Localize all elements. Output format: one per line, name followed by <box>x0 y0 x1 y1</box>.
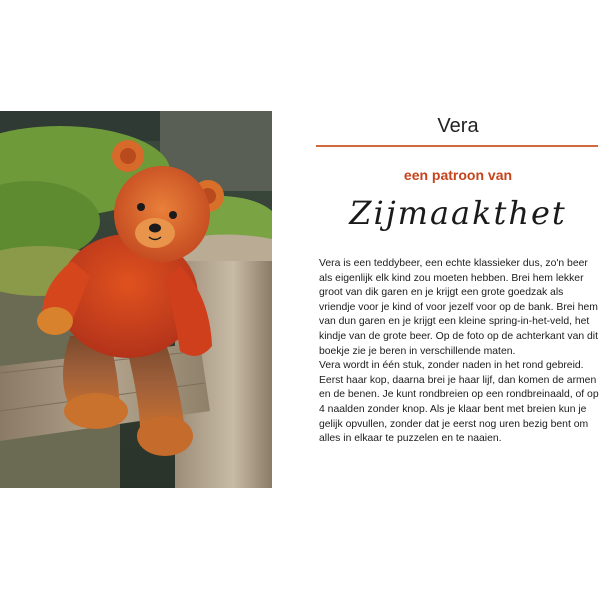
pattern-description <box>319 257 599 447</box>
pattern-title: Vera <box>437 115 479 137</box>
title-divider <box>316 145 598 147</box>
description-paragraph-2: Vera wordt in één stuk, zonder naden in het rond gebreid. Eerst haar kop, daarna brei je haar lijf, dan komen de armen en de benen. Je kunt rondbreien op een rondbreinaald, of op 4 naalden zonder knop. Als je klaar bent met breien kun je gelijk opvullen, zonder dat je eerst nog uren bezig bent om alles in elkaar te puzzelen en te naaien. <box>319 360 599 445</box>
pattern-card <box>272 111 600 488</box>
brand-name: Zijmaakthet <box>349 194 567 232</box>
teddy-bear-photo <box>0 111 272 488</box>
pattern-subtitle: een patroon van <box>403 167 513 183</box>
description-paragraph-1: Vera is een teddybeer, een echte klassieker dus, zo'n beer als eigenlijk elk kind zou moeten hebben. Brei hem lekker groot van dik garen en je krijgt een grote goedzak als vriendje voor je kind of voor jezelf voor op de bank. Brei hem van dun garen en je krijgt een kleine spring-in-het-veld, het kindje van de grote beer. Op de foto op de achterkant van dit boekje zie je beren in verschillende maten. <box>319 258 599 357</box>
teddy-bear-illustration <box>0 111 272 488</box>
